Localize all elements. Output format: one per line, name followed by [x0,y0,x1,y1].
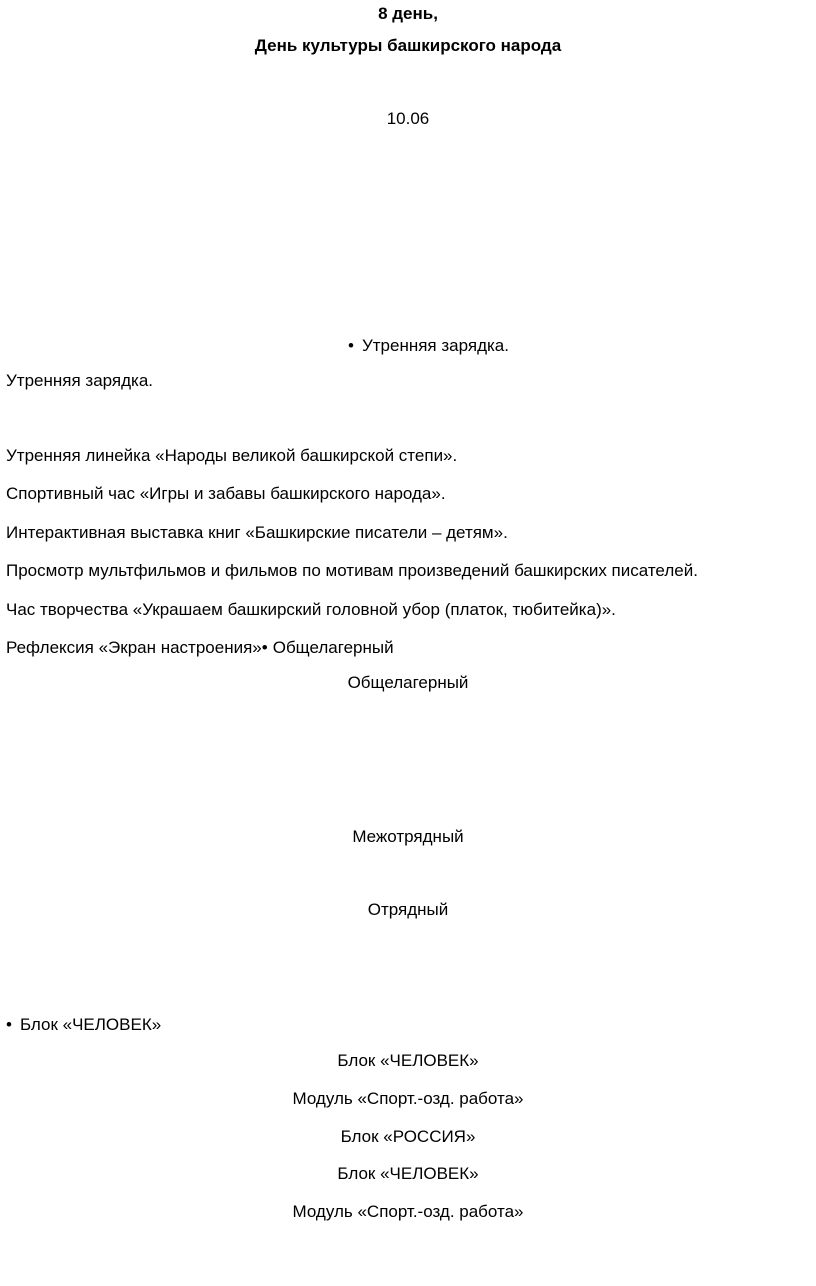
level-otryadny: Отрядный [367,900,449,919]
level-mezhotryadny: Межотрядный [352,827,464,846]
reflection-text: Рефлексия «Экран настроения» [6,638,262,657]
block-line: Блок «РОССИЯ» [340,1127,476,1146]
schedule-line: Интерактивная выставка книг «Башкирские писатели – детям». [6,523,508,542]
level-obshchelagerny: Общелагерный [347,673,469,692]
morning-bullet-label: Утренняя зарядка. [361,336,509,355]
block-bullet-label: Блок «ЧЕЛОВЕК» [19,1015,162,1034]
reflection-bullet-label: Общелагерный [272,638,394,657]
schedule-line: Спортивный час «Игры и забавы башкирского народа». [6,484,446,503]
block-line: Модуль «Спорт.-озд. работа» [292,1202,524,1221]
date-line: 10.06 [386,109,430,128]
morning-bullet-line [348,335,810,357]
bullet-icon: • [6,1015,12,1034]
block-line: Модуль «Спорт.-озд. работа» [292,1089,524,1108]
block-line: Блок «ЧЕЛОВЕК» [337,1051,479,1070]
schedule-line: Час творчества «Украшаем башкирский головной убор (платок, тюбитейка)». [6,600,616,619]
bullet-icon: • [348,336,354,355]
schedule-line: Просмотр мультфильмов и фильмов по мотивам произведений башкирских писателей. [6,561,698,580]
block-line: Блок «ЧЕЛОВЕК» [337,1164,479,1183]
day-heading: 8 день, [378,4,438,23]
schedule-line: Утренняя линейка «Народы великой башкирской степи». [6,446,458,465]
morning-left-line: Утренняя зарядка. [6,371,154,390]
block-bullet-line [6,1014,810,1036]
page-title: День культуры башкирского народа [254,36,562,55]
reflection-line [6,637,810,659]
bullet-icon: • [261,638,268,657]
